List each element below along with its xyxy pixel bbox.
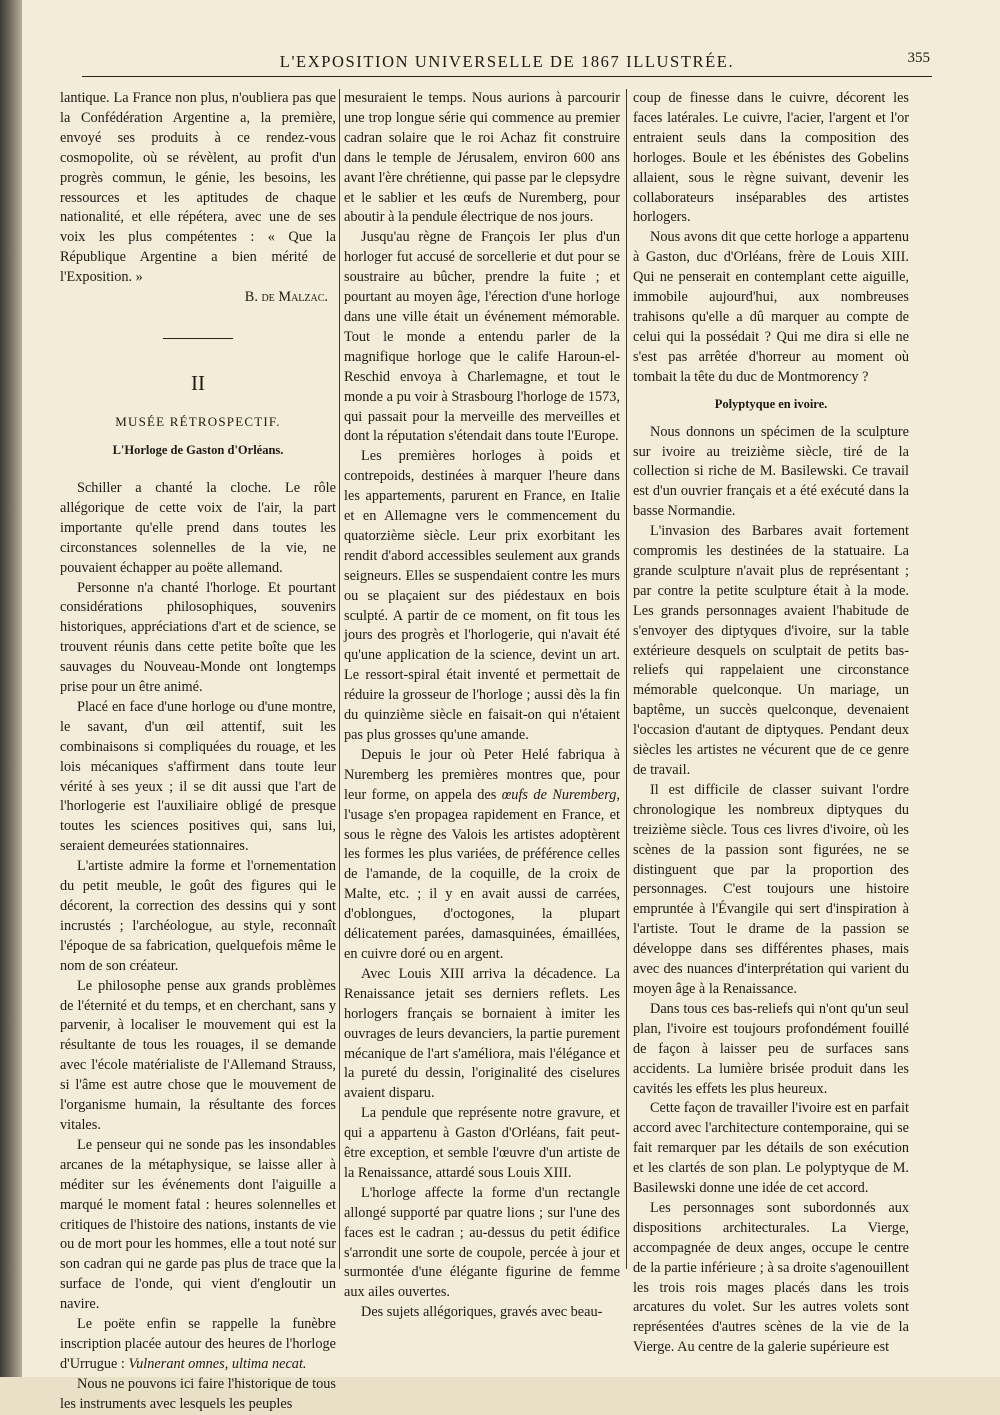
paragraph: coup de finesse dans le cuivre, décorent les faces latérales. Le cuivre, l'acier, l'argent et l'or entraient seuls dans la composition des horloges. Boule et les ébénistes des Gobelins allaient, sous le règne suivant, devenir les collaborateurs inséparables des artistes horlogers. [633, 90, 909, 226]
paragraph: Les premières horloges à poids et contrepoids, destinées à marquer l'heure dans les appartements, parurent en France, en Italie et en Allemagne vers le commencement du quatorzième siècle. Leur prix exorbitant les rendit d'abord accessibles seulement aux grands seigneurs. Elles se suspendaient contre les murs ou se plaçaient sur des piédestaux en bois sculpté. A partir de ce moment, on fit tous les jours des progrès et l'horlogerie, qui n'avait été qu'une application de la science, devint un art. Le ressort-spiral était inventé et permettait de réduire la grosseur de l'horloge ; aussi dès la fin du quinzième siècle en faisait-on qui n'étaient pas plus grosses qu'une amande. [344, 448, 620, 743]
paragraph: Le penseur qui ne sonde pas les insondables arcanes de la métaphysique, se laisse aller à méditer sur les événements dont l'aiguille a marqué le moment fatal : heures solennelles et critiques de l'histoire des nations, instants de vie ou de mort pour les hommes, elle a tout noté sur son cadran qui ne garde pas plus de trace que la surface de l'onde, qui vient d'engloutir un navire. [60, 1136, 336, 1313]
article-title: L'Horloge de Gaston d'Orléans. [112, 442, 284, 457]
section-separator [163, 338, 233, 339]
paragraph: L'artiste admire la forme et l'ornementation du petit meuble, le goût des figures qui le décorent, la correction des dessins qui y sont incrustés ; l'archéologue, au style, reconnaît l'époque de sa fabrication, quelquefois même le nom de son créateur. [60, 858, 336, 974]
column-divider [626, 89, 627, 1269]
column-2 [344, 89, 620, 1323]
paragraph: Les personnages sont subordonnés aux dispositions architecturales. La Vierge, accompagnée de deux anges, occupe le centre de la partie inférieure ; à sa droite s'agenouillent les trois rois mages placés dans les trois arcatures du volet. Sur les autres volets sont représentées d'autres scènes de la vie de la Vierge. Au centre de la galerie supérieure est [633, 1199, 909, 1356]
column-divider [339, 89, 340, 1269]
newspaper-page [22, 0, 1000, 1412]
paragraph: L'invasion des Barbares avait fortement compromis les destinées de la statuaire. La grande sculpture n'avait plus de représentant ; par contre la petite sculpture était à la mode. Les grands personnages avaient l'habitude de s'envoyer des diptyques d'ivoire, sur la table extérieure desquels on sculptait de petits bas-reliefs qui rappelaient une circonstance mémorable quelconque. Un mariage, un baptême, un succès quelconque, devenaient l'occasion d'autant de diptyques. Pendant deux siècles les artistes ne vécurent que de ce genre de travail. [633, 523, 909, 778]
text-run: Le poëte enfin se rappelle la funèbre inscription placée autour des heures de l'horloge d'Urrugue : [60, 1316, 336, 1372]
paragraph: L'horloge affecte la forme d'un rectangle allongé supporté par quatre lions ; sur l'une des faces est le cadran ; au-dessus du petit édifice s'arrondit une sorte de coupole, percée à jour et surmontée d'une élégante figurine de femme aux ailes ouvertes. [344, 1184, 620, 1301]
section-title: MUSÉE RÉTROSPECTIF. [115, 413, 281, 429]
paragraph: Nous donnons un spécimen de la sculpture sur ivoire au treizième siècle, tiré de la collection si riche de M. Basilewski. Ce travail est d'un ouvrier français et a été exécuté dans la basse Normandie. [633, 423, 909, 520]
paragraph: mesuraient le temps. Nous aurions à parcourir une trop longue série qui commence au premier cadran solaire que le roi Achaz fit construire dans le temple de Jérusalem, environ 600 ans avant l'ère chrétienne, qui passe par le clepsydre et le sablier et les œufs de Nuremberg, pour aboutir à la pendule électrique de nos jours. [344, 90, 620, 226]
paragraph: Schiller a chanté la cloche. Le rôle allégorique de cette voix de l'air, la part importante qu'elle prend dans toutes les circonstances solennelles de la vie, ne pouvaient échapper au poëte allemand. [60, 479, 336, 576]
paragraph: Dans tous ces bas-reliefs qui n'ont qu'un seul plan, l'ivoire est toujours profondément fouillé de façon à laisser peu de surfaces sans accidents. La lumière brisée produit dans les cavités les effets les plus heureux. [633, 1000, 909, 1097]
article-title: Polyptyque en ivoire. [714, 396, 828, 411]
paragraph: Nous ne pouvons ici faire l'historique de tous les instruments avec lesquels les peuples [60, 1375, 336, 1412]
latin-inscription: Vulnerant omnes, ultima necat. [128, 1355, 307, 1372]
paragraph: Le philosophe pense aux grands problèmes de l'éternité et du temps, et en cherchant, sans y parvenir, à localiser le mouvement qui est la résultante de tous les rouages, il se demande avec l'école matérialiste de l'Allemand Strauss, si l'âme est autre chose que le mouvement de l'organisme humain, la résultante des forces vitales. [60, 977, 336, 1133]
book-spine [0, 0, 22, 1377]
paragraph: Personne n'a chanté l'horloge. Et pourtant considérations philosophiques, souvenirs historiques, appréciations d'art et de science, se trouvent réunis dans cette petite boîte que les sauvages du Nouveau-Monde ont longtemps prise pour un être animé. [60, 579, 336, 696]
page-number: 355 [907, 50, 930, 66]
paragraph: Cette façon de travailler l'ivoire est en parfait accord avec l'architecture contemporaine, qui se fait remarquer par les détails de son exécution et les clartés de son plan. Le polyptyque de M. Basilewski donne une idée de cet accord. [633, 1100, 909, 1197]
text-run: , l'usage s'en propagea rapidement en France, et sous le règne des Valois les artistes adoptèrent les formes les plus variées, de préférence celles de l'amande, de la coquille, de la croix de Malte, etc. ; il y en avait aussi de carrées, d'oblongues, d'octogones, la plupart délicatement parées, damasquinées, émaillées, en cuivre doré ou en argent. [344, 786, 620, 962]
section-numeral: II [191, 370, 205, 395]
italic-term: œufs de Nuremberg [501, 786, 617, 803]
paragraph [60, 1315, 336, 1375]
author-signature: B. de Malzac. [244, 289, 328, 306]
page-header [82, 50, 932, 74]
paragraph: La pendule que représente notre gravure, et qui a appartenu à Gaston d'Orléans, fait peut-être exception, et semble l'œuvre d'un artiste de la Renaissance, attardé sous Louis XIII. [344, 1105, 620, 1181]
paragraph: Des sujets allégoriques, gravés avec beau- [361, 1304, 603, 1321]
header-rule [82, 76, 932, 77]
paragraph: lantique. La France non plus, n'oubliera pas que la Confédération Argentine a, la première, envoyé ses produits à ce rendez-vous cosmopolite, où se révèlent, au profit d'un progrès commun, le génie, les besoins, les ressources et les aptitudes de chaque nationalité, et elle répétera, avec une de ses voix les plus compétentes : « Que la République Argentine a bien mérité de l'Exposition. » [60, 90, 336, 286]
paragraph: Placé en face d'une horloge ou d'une montre, le savant, d'un œil attentif, suit les combinaisons si compliquées du rouage, et les lois mécaniques s'affirment dans toute leur vérité à ses yeux ; il se dit aussi que l'art de l'horlogerie est l'auxiliaire obligé de presque toutes les sciences positives qui, sans lui, seraient demeurées stationnaires. [60, 698, 336, 855]
column-1 [60, 89, 336, 1415]
paragraph: Il est difficile de classer suivant l'ordre chronologique les nombreux diptyques du treizième siècle. Tous ces livres d'ivoire, où les scènes de la passion sont figurées, ne se distinguent que par la proportion des personnages. C'est toujours une histoire empruntée à l'Évangile qui sert d'inspiration à l'artiste. Tout le drame de la passion se développe dans ses différentes phases, mais avec des nuances d'interprétation qui varient du moyen âge à la Renaissance. [633, 781, 909, 997]
text-run: Depuis le jour où Peter Helé fabriqua à Nuremberg les premières montres que, pour leur forme, on appela des [344, 746, 620, 803]
paragraph: Jusqu'au règne de François Ier plus d'un horloger fut accusé de sorcellerie et dut pour se soustraire au bûcher, prendre la fuite ; et pourtant au moyen âge, l'érection d'une horloge dans une ville était un événement mémorable. Tout le monde a entendu parler de la magnifique horloge que le calife Haroun-el-Reschid envoya à Charlemagne, et tout le monde a pu voir à Strasbourg l'horloge de 1573, qui passait pour la merveille des merveilles et dont la réputation s'étendait dans toute l'Europe. [344, 229, 620, 445]
running-title: L'EXPOSITION UNIVERSELLE DE 1867 ILLUSTRÉE. [279, 52, 735, 71]
paragraph: Avec Louis XIII arriva la décadence. La Renaissance jetait ses derniers reflets. Les horlogers français se bornaient à imiter les ouvrages de leurs devanciers, la partie purement mécanique de l'art s'améliora, mais l'élégance et la pureté du dessin, l'originalité des ciselures avaient disparu. [344, 965, 620, 1102]
paragraph: Nous avons dit que cette horloge a appartenu à Gaston, duc d'Orléans, frère de Louis XIII. Qui ne penserait en contemplant cette aiguille, immobile aujourd'hui, aux nombreuses trahisons qu'elle a dû marquer au compte de celui qui la possédait ? Qui me dira si elle ne s'est pas arrêtée d'horreur au moment où tombait la tête du duc de Montmorency ? [633, 229, 909, 385]
column-3 [633, 89, 909, 1358]
paragraph [344, 746, 620, 965]
